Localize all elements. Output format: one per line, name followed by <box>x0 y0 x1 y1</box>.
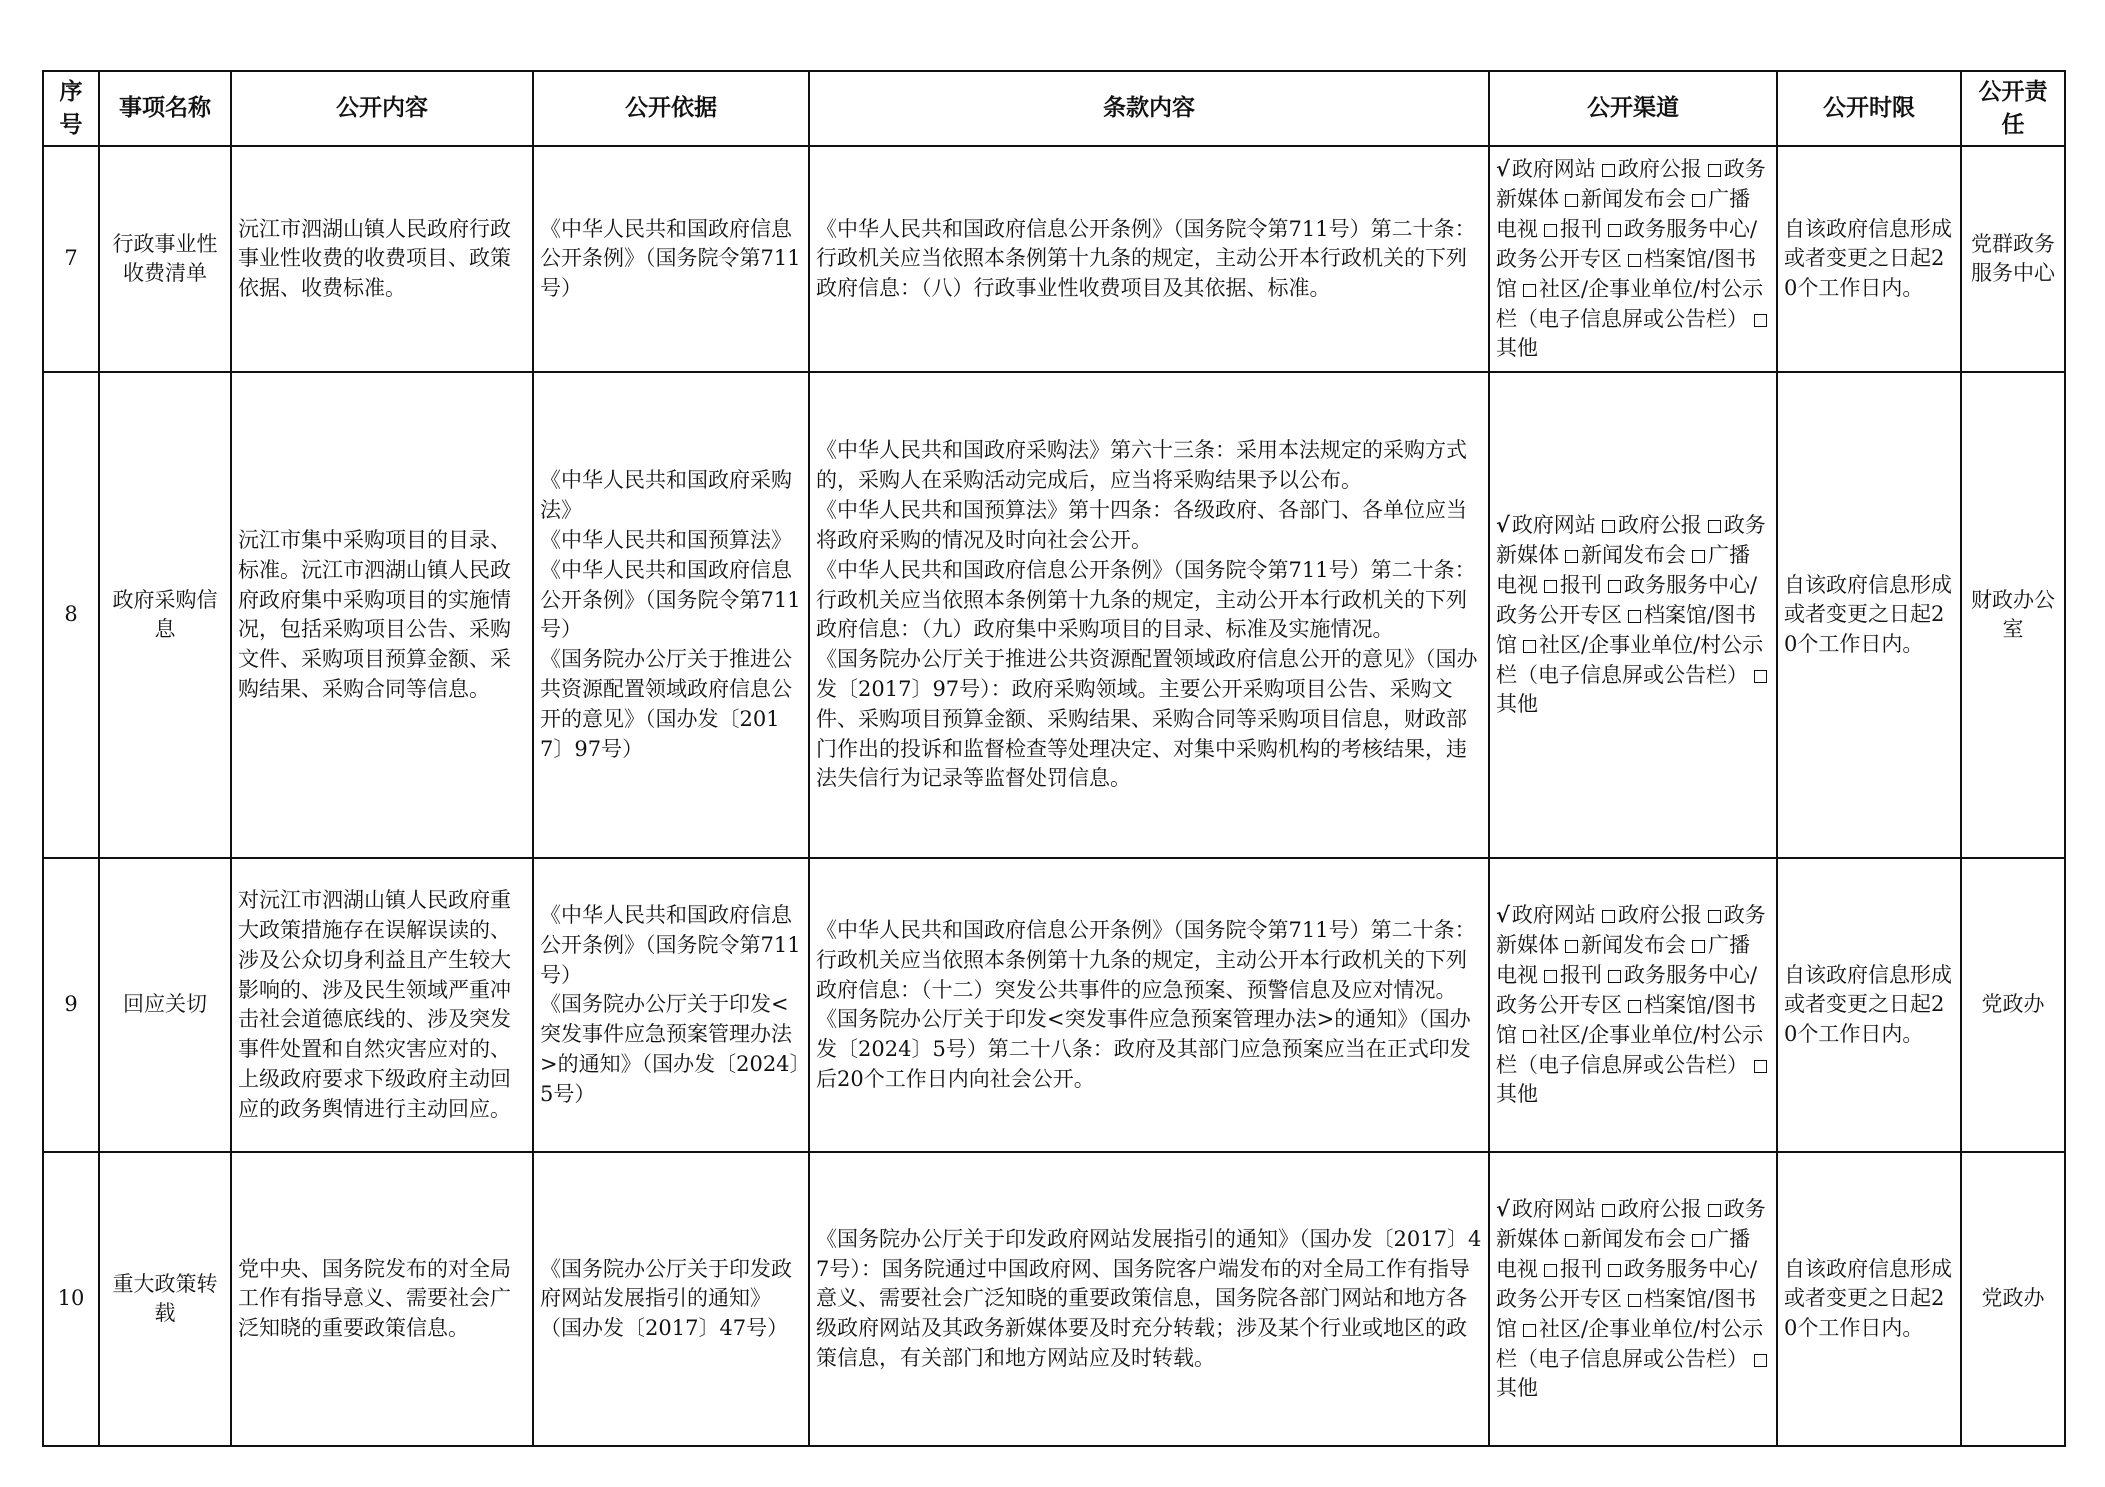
channel-option-label: 档案馆/图书馆 <box>1496 992 1757 1047</box>
clause-paragraph: 《中华人民共和国政府信息公开条例》（国务院令第711号）第二十条：行政机关应当依照本条例第十九条的规定，主动公开本行政机关的下列政府信息：（九）政府集中采购项目的目录、标准及实施情况。 <box>816 557 1476 642</box>
channel-option <box>1538 217 1602 241</box>
channel-option-label: 其他 <box>1496 336 1538 361</box>
cell-clause <box>809 1152 1489 1446</box>
channel-option-label: 其他 <box>1496 1082 1538 1107</box>
channel-option-label: 政府公报 <box>1617 903 1702 928</box>
channel-option <box>1596 513 1702 537</box>
cell-name: 重大政策转载 <box>99 1152 231 1446</box>
channel-option <box>1538 573 1602 597</box>
cell-no: 10 <box>43 1152 99 1446</box>
channel-option <box>1596 157 1702 181</box>
channel-option-label: 新闻发布会 <box>1581 933 1686 958</box>
channel-option-label: 政府公报 <box>1617 1197 1702 1222</box>
basis-paragraph: 《中华人民共和国政府采购法》 <box>540 468 792 523</box>
channel-option <box>1496 633 1763 687</box>
cell-content: 党中央、国务院发布的对全局工作有指导意义、需要社会广泛知晓的重要政策信息。 <box>231 1152 533 1446</box>
checkbox-empty-icon <box>1544 970 1557 983</box>
cell-clause <box>809 372 1489 858</box>
check-mark-icon: √ <box>1496 1196 1510 1222</box>
cell-content: 沅江市泗湖山镇人民政府行政事业性收费的收费项目、政策依据、收费标准。 <box>231 146 533 372</box>
checkbox-empty-icon <box>1754 1060 1767 1073</box>
channel-option-label: 新闻发布会 <box>1581 1227 1686 1252</box>
cell-basis <box>533 858 809 1152</box>
checkbox-empty-icon <box>1708 910 1721 923</box>
channel-option-label: 社区/企事业单位/村公示栏（电子信息屏或公告栏） <box>1496 276 1764 331</box>
channel-option <box>1596 1197 1702 1221</box>
channel-option-label: 报刊 <box>1560 217 1602 242</box>
channel-option-label: 政府网站 <box>1511 903 1596 928</box>
cell-basis <box>533 372 809 858</box>
channel-option-label: 档案馆/图书馆 <box>1496 1286 1757 1341</box>
basis-paragraph: 《中华人民共和国政府信息公开条例》（国务院令第711号） <box>540 902 801 987</box>
cell-resp: 财政办公室 <box>1961 372 2065 858</box>
cell-name: 政府采购信息 <box>99 372 231 858</box>
channel-option <box>1496 277 1763 331</box>
channel-option-label: 政务服务中心/政务公开专区 <box>1496 963 1758 1017</box>
checkbox-empty-icon <box>1565 550 1578 563</box>
cell-time: 自该政府信息形成或者变更之日起20个工作日内。 <box>1777 1152 1961 1446</box>
channel-option <box>1538 963 1602 987</box>
checkbox-empty-icon <box>1754 1354 1767 1367</box>
channel-option <box>1496 903 1596 927</box>
checkbox-empty-icon <box>1602 1204 1615 1217</box>
clause-paragraph: 《中华人民共和国政府信息公开条例》（国务院令第711号）第二十条：行政机关应当依照本条例第十九条的规定，主动公开本行政机关的下列政府信息：（八）行政事业性收费项目及其依据、标准。 <box>816 216 1476 301</box>
channel-option <box>1596 903 1702 927</box>
checkbox-empty-icon <box>1523 284 1536 297</box>
checkbox-empty-icon <box>1544 1264 1557 1277</box>
cell-resp: 党政办 <box>1961 1152 2065 1446</box>
channel-option-label: 政务新媒体 <box>1496 157 1766 212</box>
channel-option-label: 政府网站 <box>1511 1197 1596 1222</box>
checkbox-empty-icon <box>1754 670 1767 683</box>
cell-time: 自该政府信息形成或者变更之日起20个工作日内。 <box>1777 372 1961 858</box>
table-row <box>43 372 2065 858</box>
channel-option <box>1496 1197 1596 1221</box>
checkbox-empty-icon <box>1692 940 1705 953</box>
channel-option <box>1496 1317 1763 1371</box>
cell-clause <box>809 146 1489 372</box>
channel-option <box>1559 933 1686 957</box>
cell-no: 9 <box>43 858 99 1152</box>
checkbox-empty-icon <box>1602 164 1615 177</box>
channel-option-label: 报刊 <box>1560 1257 1602 1282</box>
channel-option-label: 报刊 <box>1560 573 1602 598</box>
channel-option-label: 政务服务中心/政务公开专区 <box>1496 573 1758 627</box>
checkbox-empty-icon <box>1708 164 1721 177</box>
basis-paragraph: 《中华人民共和国政府信息公开条例》（国务院令第711号） <box>540 557 801 642</box>
disclosure-table <box>42 70 2066 1447</box>
cell-basis <box>533 1152 809 1446</box>
checkbox-empty-icon <box>1608 970 1621 983</box>
cell-channel <box>1489 858 1777 1152</box>
cell-channel <box>1489 1152 1777 1446</box>
cell-time: 自该政府信息形成或者变更之日起20个工作日内。 <box>1777 146 1961 372</box>
cell-resp: 党政办 <box>1961 858 2065 1152</box>
channel-option-label: 其他 <box>1496 1376 1538 1401</box>
checkbox-empty-icon <box>1608 580 1621 593</box>
checkbox-empty-icon <box>1692 1234 1705 1247</box>
channel-option-label: 政务新媒体 <box>1496 1197 1766 1252</box>
channel-option <box>1496 1023 1763 1077</box>
header-name: 事项名称 <box>99 71 231 146</box>
channel-option-label: 广播电视 <box>1496 187 1750 242</box>
checkbox-empty-icon <box>1602 520 1615 533</box>
channel-option <box>1538 1257 1602 1281</box>
header-basis: 公开依据 <box>533 71 809 146</box>
header-channel: 公开渠道 <box>1489 71 1777 146</box>
clause-paragraph: 《中华人民共和国政府信息公开条例》（国务院令第711号）第二十条：行政机关应当依照本条例第十九条的规定，主动公开本行政机关的下列政府信息：（十二）突发公共事件的应急预案、预警信息及应对情况。 <box>816 917 1476 1002</box>
channel-option-label: 广播电视 <box>1496 1227 1750 1282</box>
checkbox-empty-icon <box>1523 640 1536 653</box>
channel-option-label: 社区/企事业单位/村公示栏（电子信息屏或公告栏） <box>1496 632 1764 687</box>
checkbox-empty-icon <box>1628 254 1641 267</box>
checkbox-empty-icon <box>1708 520 1721 533</box>
channel-option-label: 政务服务中心/政务公开专区 <box>1496 217 1758 271</box>
clause-paragraph: 《国务院办公厅关于印发<突发事件应急预案管理办法>的通知》（国办发〔2024〕5号）第二十八条：政府及其部门应急预案应当在正式印发后20个工作日内向社会公开。 <box>816 1007 1471 1091</box>
channel-option-label: 报刊 <box>1560 963 1602 988</box>
channel-option-label: 政府公报 <box>1617 513 1702 538</box>
checkbox-empty-icon <box>1628 1294 1641 1307</box>
channel-option-label: 政府公报 <box>1617 157 1702 182</box>
header-no: 序号 <box>43 71 99 146</box>
checkbox-empty-icon <box>1565 940 1578 953</box>
header-resp: 公开责任 <box>1961 71 2065 146</box>
channel-option-label: 广播电视 <box>1496 933 1750 988</box>
checkbox-empty-icon <box>1754 314 1767 327</box>
channel-option-label: 政务服务中心/政务公开专区 <box>1496 1257 1758 1311</box>
channel-option-label: 政务新媒体 <box>1496 513 1766 568</box>
clause-paragraph: 《国务院办公厅关于推进公共资源配置领域政府信息公开的意见》（国办发〔2017〕97号）：政府采购领域。主要公开采购项目公告、采购文件、采购项目预算金额、采购结果、采购合同等采购项目信息，财政部门作出的投诉和监督检查等处理决定、对集中采购机构的考核结果，违法失信行为记录等监督处罚信息。 <box>816 647 1478 791</box>
channel-option-label: 其他 <box>1496 692 1538 717</box>
channel-option <box>1559 543 1686 567</box>
checkbox-empty-icon <box>1628 610 1641 623</box>
cell-name: 回应关切 <box>99 858 231 1152</box>
header-row <box>43 71 2065 146</box>
checkbox-empty-icon <box>1523 1324 1536 1337</box>
channel-option-label: 档案馆/图书馆 <box>1496 602 1757 657</box>
checkbox-empty-icon <box>1628 1000 1641 1013</box>
cell-basis <box>533 146 809 372</box>
cell-content: 对沅江市泗湖山镇人民政府重大政策措施存在误解误读的、涉及公众切身利益且产生较大影响的、涉及民生领域严重冲击社会道德底线的、涉及突发事件处置和自然灾害应对的、上级政府要求下级政府主动回应的政务舆情进行主动回应。 <box>231 858 533 1152</box>
checkbox-empty-icon <box>1544 224 1557 237</box>
table-row <box>43 146 2065 372</box>
channel-option-label: 政务新媒体 <box>1496 903 1766 958</box>
header-clause: 条款内容 <box>809 71 1489 146</box>
cell-clause <box>809 858 1489 1152</box>
header-time: 公开时限 <box>1777 71 1961 146</box>
channel-option-label: 新闻发布会 <box>1581 187 1686 212</box>
clause-paragraph: 《国务院办公厅关于印发政府网站发展指引的通知》（国办发〔2017〕47号）：国务院通过中国政府网、国务院客户端发布的对全局工作有指导意义、需要社会广泛知晓的重要政策信息，国务院各部门网站和地方各级政府网站及其政务新媒体要及时充分转载；涉及某个行业或地区的政策信息，有关部门和地方网站应及时转载。 <box>816 1226 1482 1371</box>
channel-option-label: 广播电视 <box>1496 543 1750 598</box>
cell-channel <box>1489 372 1777 858</box>
basis-paragraph: 《国务院办公厅关于印发政府网站发展指引的通知》（国办发〔2017〕47号） <box>540 1256 792 1341</box>
checkbox-empty-icon <box>1692 550 1705 563</box>
channel-option <box>1559 187 1686 211</box>
checkbox-empty-icon <box>1602 910 1615 923</box>
checkbox-empty-icon <box>1544 580 1557 593</box>
checkbox-empty-icon <box>1608 1264 1621 1277</box>
channel-option <box>1559 1227 1686 1251</box>
check-mark-icon: √ <box>1496 512 1510 538</box>
check-mark-icon: √ <box>1496 156 1510 182</box>
cell-content: 沅江市集中采购项目的目录、标准。沅江市泗湖山镇人民政府政府集中采购项目的实施情况，包括采购项目公告、采购文件、采购项目预算金额、采购结果、采购合同等信息。 <box>231 372 533 858</box>
table-row <box>43 858 2065 1152</box>
channel-option-label: 社区/企事业单位/村公示栏（电子信息屏或公告栏） <box>1496 1316 1764 1371</box>
channel-option-label: 新闻发布会 <box>1581 543 1686 568</box>
channel-option <box>1496 157 1596 181</box>
checkbox-empty-icon <box>1565 1234 1578 1247</box>
checkbox-empty-icon <box>1608 224 1621 237</box>
basis-paragraph: 《国务院办公厅关于推进公共资源配置领域政府信息公开的意见》（国办发〔2017〕97号） <box>540 647 792 761</box>
basis-paragraph: 《中华人民共和国预算法》 <box>540 527 792 552</box>
cell-time: 自该政府信息形成或者变更之日起20个工作日内。 <box>1777 858 1961 1152</box>
channel-option <box>1496 513 1596 537</box>
cell-name: 行政事业性收费清单 <box>99 146 231 372</box>
table-row <box>43 1152 2065 1446</box>
checkbox-empty-icon <box>1565 194 1578 207</box>
cell-no: 7 <box>43 146 99 372</box>
check-mark-icon: √ <box>1496 902 1510 928</box>
clause-paragraph: 《中华人民共和国政府采购法》第六十三条：采用本法规定的采购方式的，采购人在采购活动完成后，应当将采购结果予以公布。 <box>816 438 1467 493</box>
checkbox-empty-icon <box>1708 1204 1721 1217</box>
cell-no: 8 <box>43 372 99 858</box>
header-content: 公开内容 <box>231 71 533 146</box>
basis-paragraph: 《中华人民共和国政府信息公开条例》（国务院令第711号） <box>540 216 801 301</box>
checkbox-empty-icon <box>1523 1030 1536 1043</box>
clause-paragraph: 《中华人民共和国预算法》第十四条：各级政府、各部门、各单位应当将政府采购的情况及时向社会公开。 <box>816 498 1467 552</box>
disclosure-table-page <box>42 70 2064 1447</box>
channel-option-label: 政府网站 <box>1511 513 1596 538</box>
channel-option-label: 档案馆/图书馆 <box>1496 246 1757 301</box>
channel-option-label: 社区/企事业单位/村公示栏（电子信息屏或公告栏） <box>1496 1022 1764 1077</box>
channel-option-label: 政府网站 <box>1511 157 1596 182</box>
checkbox-empty-icon <box>1692 194 1705 207</box>
cell-channel <box>1489 146 1777 372</box>
cell-resp: 党群政务服务中心 <box>1961 146 2065 372</box>
basis-paragraph: 《国务院办公厅关于印发<突发事件应急预案管理办法>的通知》（国办发〔2024〕5号） <box>540 992 801 1106</box>
